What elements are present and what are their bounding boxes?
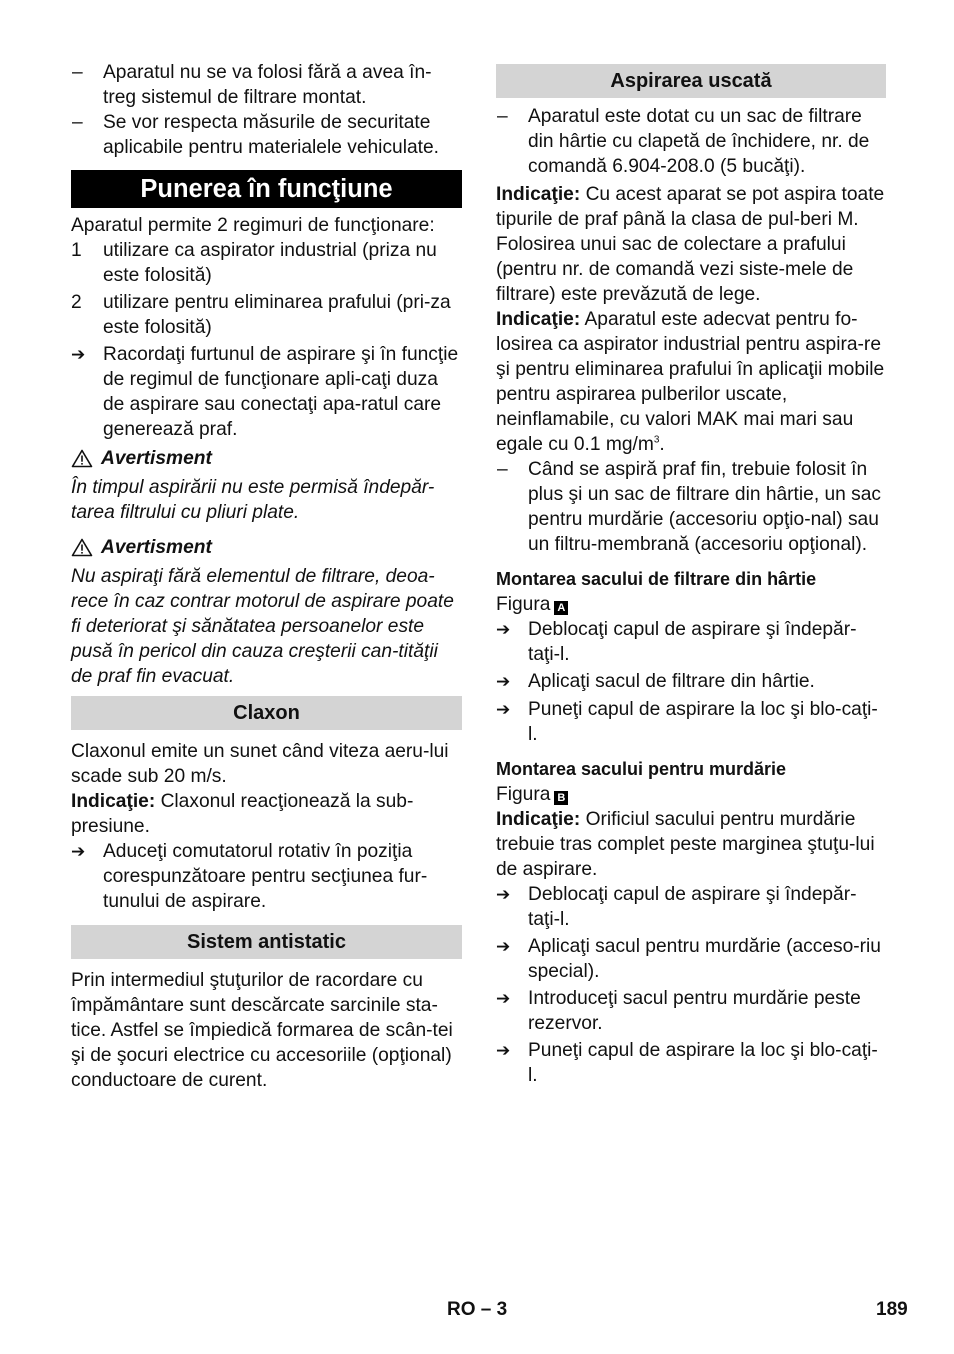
note-label: Indicaţie: (496, 309, 581, 330)
action-text: Aplicaţi sacul pentru murdărie (acceso-riu special). (528, 936, 881, 982)
arrow-icon: ➔ (71, 345, 86, 364)
section-heading: Claxon (71, 696, 462, 730)
paragraph: Aparatul permite 2 regimuri de funcţionare: (71, 215, 435, 236)
note-text: Claxonul reacţionează la sub-presiune. (71, 791, 414, 837)
warning-heading (71, 535, 462, 560)
section-heading: Aspirarea uscată (496, 64, 886, 98)
arrow-icon: ➔ (496, 1041, 511, 1060)
list-item-text: Aparatul nu se va folosi fără a avea în-treg sistemul de filtrare montat. (103, 62, 432, 108)
action-item (496, 986, 886, 1036)
left-column (71, 60, 462, 1093)
dash-marker: – (72, 112, 83, 133)
list-item (496, 104, 886, 179)
arrow-icon: ➔ (496, 700, 511, 719)
note-label: Indicaţie: (71, 791, 156, 812)
numbered-item-text: utilizare ca aspirator industrial (priza nu este folosită) (103, 240, 437, 286)
numbered-item (71, 238, 462, 288)
paragraph: Claxonul emite un sunet când viteza aeru-lui scade sub 20 m/s. (71, 741, 449, 787)
action-item (71, 342, 462, 442)
action-item (496, 882, 886, 932)
note-label: Indicaţie: (496, 184, 581, 205)
note-paragraph (496, 307, 886, 457)
action-item (496, 697, 886, 747)
list-item (71, 110, 462, 160)
warning-text: În timpul aspirării nu este permisă îndepăr-tarea filtrului cu pliuri plate. (71, 477, 435, 523)
item-number: 1 (71, 240, 82, 261)
warning-text: Nu aspiraţi fără elementul de filtrare, deoa-rece în caz contrar motorul de aspirare poate fi deteriorat şi sănătatea persoanelor este pusă în pericol din cauza creşterii can-tităţii de praf fin evacuat. (71, 566, 454, 687)
figure-reference (496, 592, 886, 617)
action-text: Racordaţi furtunul de aspirare şi în funcţie de regimul de funcţionare apli-caţi duza de aspirare sau conectaţi apa-ratul care generează praf. (103, 344, 459, 440)
action-text: Puneţi capul de aspirare la loc şi blo-caţi-l. (528, 1040, 878, 1086)
figure-a-box: A (554, 601, 568, 615)
action-item (71, 839, 462, 914)
action-text: Deblocaţi capul de aspirare şi îndepăr-taţi-l. (528, 619, 857, 665)
action-text: Introduceţi sacul pentru murdărie peste rezervor. (528, 988, 861, 1034)
arrow-icon: ➔ (496, 672, 511, 691)
note-text: Orificiul sacului pentru murdărie trebuie tras complet peste marginea ştuţu-lui de aspirare. (496, 809, 875, 880)
subsection-heading: Montarea sacului de filtrare din hârtie (496, 569, 817, 589)
action-text: Puneţi capul de aspirare la loc şi blo-caţi-l. (528, 699, 878, 745)
action-item (496, 617, 886, 667)
note-paragraph (496, 182, 886, 307)
warning-heading (71, 446, 462, 471)
dash-marker: – (497, 106, 508, 127)
numbered-item (71, 290, 462, 340)
action-item (496, 669, 886, 694)
warning-label: Avertisment (101, 537, 212, 558)
action-text: Aduceţi comutatorul rotativ în poziţia corespunzătoare pentru secţiunea fur-tunului de aspirare. (103, 841, 428, 912)
section-heading: Sistem antistatic (71, 925, 462, 959)
dash-marker: – (497, 459, 508, 480)
note-text: Cu acest aparat se pot aspira toate tipurile de praf până la clasa de pul-beri M. Folosirea unui sac de colectare a prafului (pentru nr. de comandă vezi siste-mele de filtrare) este prevăzută de lege. (496, 184, 885, 305)
note-label: Indicaţie: (496, 809, 581, 830)
arrow-icon: ➔ (496, 885, 511, 904)
note-paragraph (71, 789, 462, 839)
note-end: . (659, 434, 665, 455)
warning-triangle-icon (71, 538, 93, 557)
list-item (71, 60, 462, 110)
paragraph: Prin intermediul ştuţurilor de racordare cu împământare sunt descărcate sarcinile sta-tice. Astfel se împiedică formarea de scân-tei şi de şocuri electrice cu accesoriile (opţional) conductoare de curent. (71, 970, 453, 1091)
figure-reference (496, 782, 886, 807)
arrow-icon: ➔ (496, 937, 511, 956)
action-item (496, 1038, 886, 1088)
list-item-text: Când se aspiră praf fin, trebuie folosit în plus şi un sac de filtrare din hârtie, un sac pentru murdărie (accesoriu opţio-nal) sau un filtru-membrană (accesoriu opţional). (528, 459, 882, 555)
item-number: 2 (71, 292, 82, 313)
note-paragraph (496, 807, 886, 882)
figure-b-box: B (554, 791, 568, 805)
action-text: Deblocaţi capul de aspirare şi îndepăr-taţi-l. (528, 884, 857, 930)
page-number: 189 (876, 1299, 908, 1320)
numbered-item-text: utilizare pentru eliminarea prafului (pri-za este folosită) (103, 292, 451, 338)
note-text: Aparatul este adecvat pentru fo-losirea ca aspirator industrial pentru aspira-re şi pentru eliminarea prafului în aplicaţii mobile pentru aspirarea pulberilor uscate, neinflamabile, cu valori MAK mai mari sau egale cu 0.1 mg/m (496, 309, 885, 455)
arrow-icon: ➔ (496, 989, 511, 1008)
list-item-text: Aparatul este dotat cu un sac de filtrare din hârtie cu clapetă de închidere, nr. de comandă 6.904-208.0 (5 bucăţi). (528, 106, 870, 177)
footer-section-label: RO – 3 (447, 1299, 508, 1320)
subsection-heading: Montarea sacului pentru murdărie (496, 759, 787, 779)
superscript: 3 (653, 434, 660, 446)
right-column (496, 60, 886, 1088)
list-item (496, 457, 886, 557)
figure-label: Figura (496, 594, 551, 615)
section-heading: Punerea în funcţiune (71, 170, 462, 208)
arrow-icon: ➔ (71, 842, 86, 861)
action-text: Aplicaţi sacul de filtrare din hârtie. (528, 671, 815, 692)
warning-triangle-icon (71, 449, 93, 468)
figure-label: Figura (496, 784, 551, 805)
list-item-text: Se vor respecta măsurile de securitate aplicabile pentru materialele vehiculate. (103, 112, 439, 158)
action-item (496, 934, 886, 984)
warning-label: Avertisment (101, 448, 212, 469)
arrow-icon: ➔ (496, 620, 511, 639)
dash-marker: – (72, 62, 83, 83)
